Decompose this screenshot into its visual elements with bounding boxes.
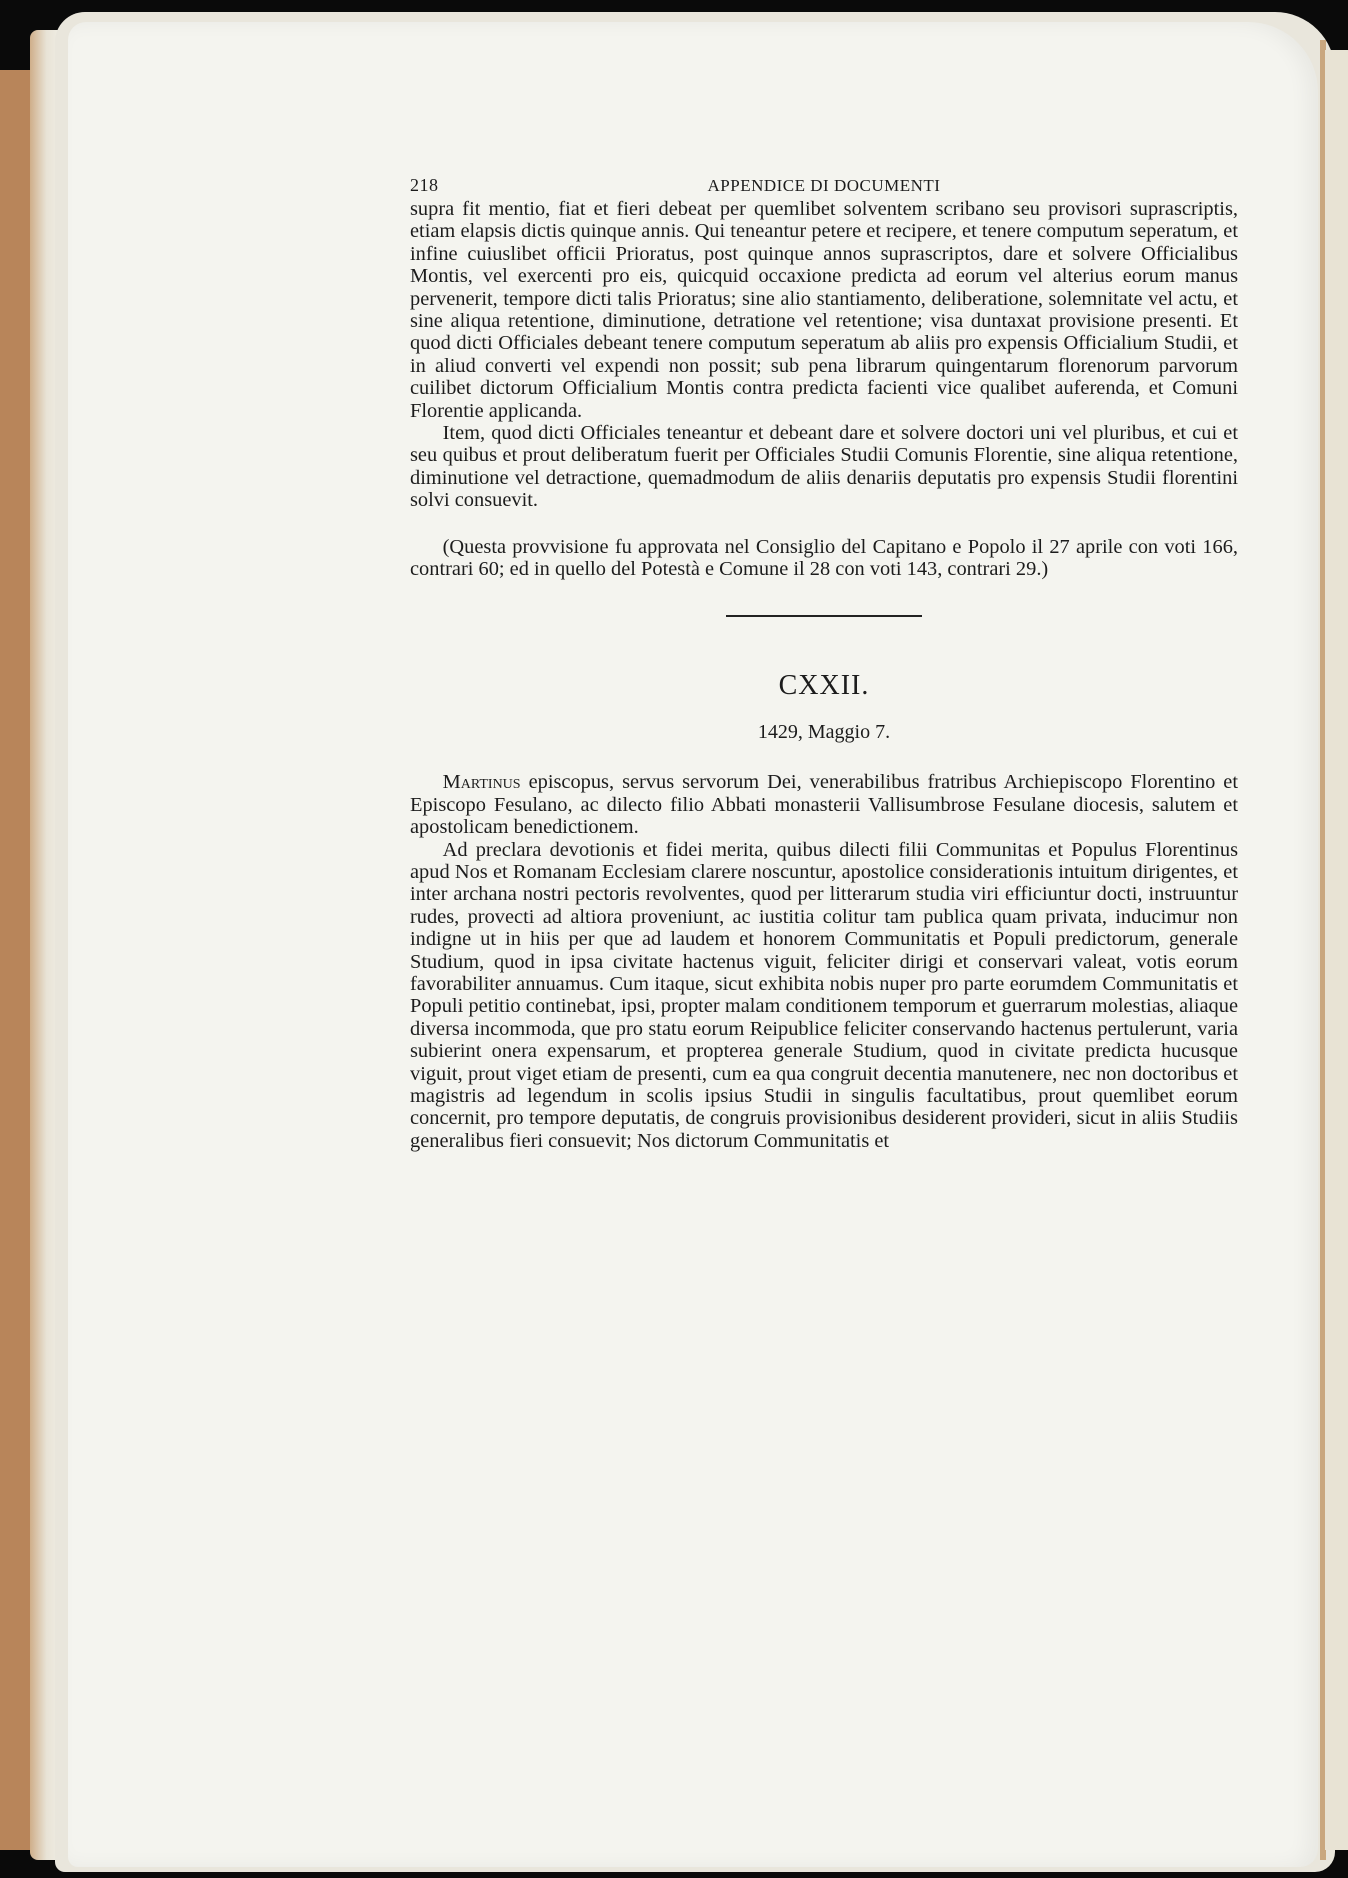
running-head <box>410 172 1238 198</box>
paragraph: supra fit mentio, fiat et fieri debeat per quemlibet solventem scribano seu provisori suprascriptis, etiam elapsis dictis quinque annis. Qui teneantur petere et recipere, et tenere computum seperatum, et infine cuiuslibet officii Prioratus, post quinque annos suprascriptos, dare et solvere Officialibus Montis, vel exercenti pro eis, quicquid occaxione predicta ad eorum vel alterius eorum manus pervenerit, tempore dicti talis Prioratus; sine alio stantiamento, deliberatione, solemnitate vel actu, et sine aliqua retentione, diminutione, detratione vel retentione; visa duntaxat provisione presenti. Et quod dicti Officiales debeant tenere computum seperatum ab aliis pro expensis Officialium Studii, et in aliud converti vel expendi non possit; sub pena librarum quingentarum florenorum parvorum cuilibet dictorum Officialium Montis contra predicta facienti vice qualibet auferenda, et Comuni Florentie applicanda. <box>410 198 1238 422</box>
section-divider <box>726 615 922 617</box>
document-number: CXXII. <box>778 669 870 701</box>
paragraph-text: episcopus, servus servorum Dei, venerabilibus fratribus Archiepiscopo Florentino et Episcopo Fesulano, ac dilecto filio Abbati monasterii Vallisumbrose Fesulane diocesis, salutem et apostolicam benedictionem. <box>410 771 1238 839</box>
book-binding <box>0 70 32 1850</box>
page-number: 218 <box>410 175 439 195</box>
editorial-note: (Questa provvisione fu approvata nel Consiglio del Capitano e Popolo il 27 aprile con voti 166, contrari 60; ed in quello del Potestà e Comune il 28 con voti 143, contrari 29.) <box>410 535 1238 581</box>
paragraph: Item, quod dicti Officiales teneantur et debeant dare et solvere doctori uni vel pluribus, et cui et seu quibus et prout deliberatum fuerit per Officiales Studii Comunis Florentie, sine aliqua retentione, diminutione vel detractione, quemadmodum de aliis denariis deputatis pro expensis Studii florentini solvi consuevit. <box>410 422 1238 512</box>
page-content <box>410 172 1238 1152</box>
paragraph <box>410 771 1238 838</box>
document-date: 1429, Maggio 7. <box>757 720 891 743</box>
running-title: APPENDICE DI DOCUMENTI <box>707 176 941 195</box>
paragraph: Ad preclara devotionis et fidei merita, quibus dilecti filii Communitas et Populus Florentinus apud Nos et Romanam Ecclesiam clarere noscuntur, apostolice considerationis intuitum dirigentes, et inter archana nostri pectoris revolventes, quod per litterarum studia viri efficiuntur docti, instruuntur rudes, provecti ad altiora proveniunt, ac iustitia colitur tam publica quam privata, inducimur non indigne ut in hiis per que ad laudem et honorem Communitatis et Populi predictorum, generale Studium, quod in ipsa civitate hactenus viguit, feliciter dirigi et conservari valeat, votis eorum favorabiliter annuamus. Cum itaque, sicut exhibita nobis nuper pro parte eorumdem Communitatis et Populi petitio continebat, ipsi, propter malam conditionem temporum et guerrarum molestias, aliaque diversa incommoda, que pro statu eorum Reipublice feliciter conservando hactenus pertulerunt, varia subierint onera expensarum, et propterea generale Studium, quod in civitate predicta hucusque viguit, prout viget etiam de presenti, cum ea qua congruit decentia manutenere, nec non doctoribus et magistris ad legendum in scolis ipsius Studii in singulis facultatibus, prout quemlibet eorum concernit, pro tempore deputatis, de congruis provisionibus desiderent provideri, sicut in aliis Studiis generalibus fieri consuevit; Nos dictorum Communitatis et <box>410 838 1238 1152</box>
page-edge-right <box>1325 50 1348 1850</box>
lead-word: Martinus <box>442 771 521 794</box>
